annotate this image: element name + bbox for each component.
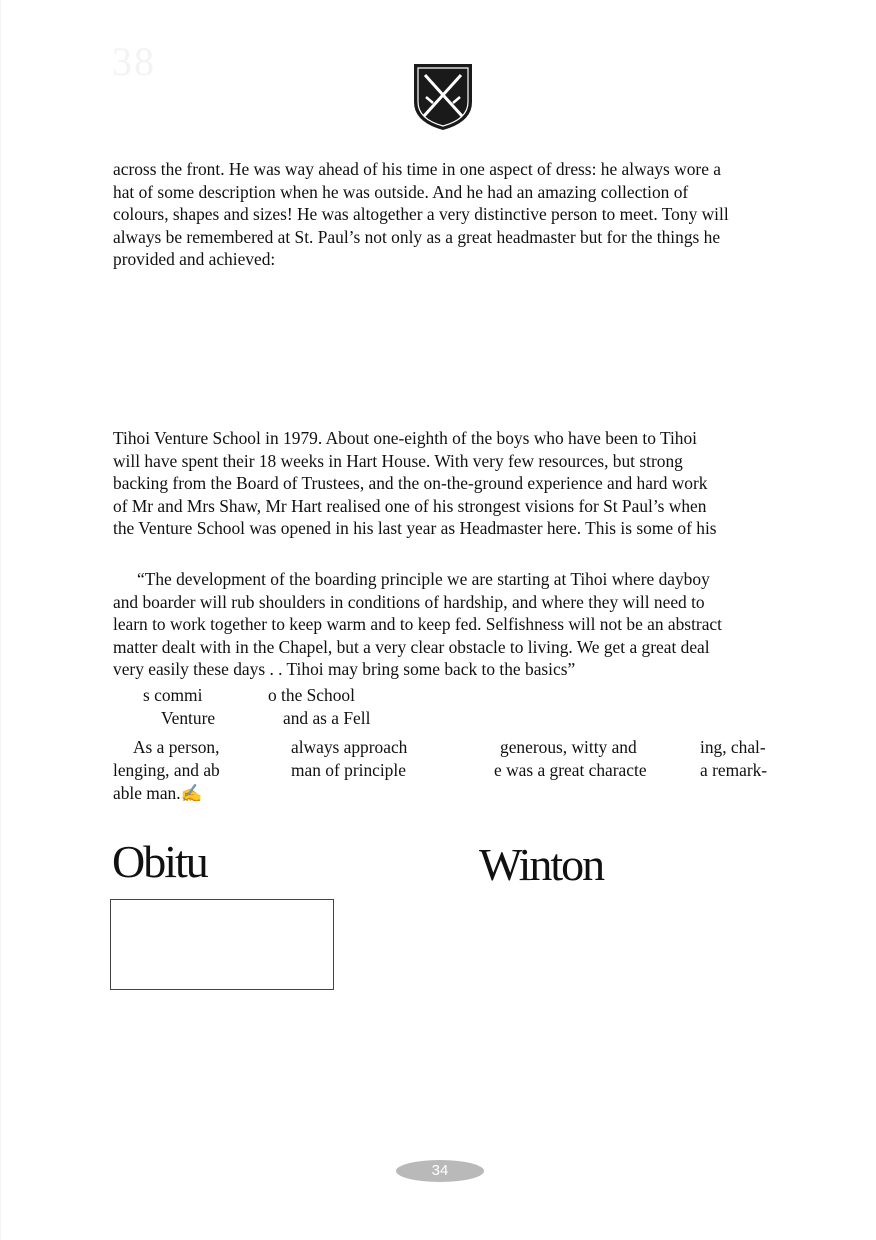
- text-fragment: ing, chal-: [700, 737, 766, 757]
- paragraph-2-line: the Venture School was opened in his last year as Headmaster here. This is some of his: [113, 518, 717, 539]
- text-fragment: As a person,: [133, 737, 220, 757]
- quote-line: matter dealt with in the Chapel, but a very clear obstacle to living. We get a great deal: [113, 636, 710, 657]
- text-fragment: able man.✍: [113, 783, 203, 803]
- paragraph-2-line: of Mr and Mrs Shaw, Mr Hart realised one of his strongest visions for St Paul’s when: [113, 495, 707, 516]
- paragraph-1: [113, 158, 775, 271]
- text-fragment: man of principle: [291, 760, 406, 780]
- crossed-swords-shield-icon: [412, 62, 474, 132]
- paragraph-2-line: Tihoi Venture School in 1979. About one-eighth of the boys who have been to Tihoi: [113, 428, 698, 448]
- heading-right: Winton: [479, 839, 604, 890]
- quote-line: learn to work together to keep warm and to keep fed. Selfishness will not be an abstract: [113, 614, 722, 635]
- page-edge-line: [0, 0, 1, 1240]
- photo-placeholder: [110, 899, 334, 990]
- text-fragment: a remark-: [700, 760, 768, 780]
- text-fragment: s commi: [143, 685, 203, 705]
- paragraph-1-line: provided and achieved:: [113, 249, 276, 270]
- quote-line: “The development of the boarding principle we are starting at Tihoi where dayboy: [137, 569, 710, 589]
- paragraph-1-line: always be remembered at St. Paul’s not only as a great headmaster but for the things he: [113, 226, 721, 247]
- page-number-badge: 34: [396, 1160, 484, 1182]
- text-fragment: generous, witty and: [500, 737, 637, 757]
- paragraph-1-line: across the front. He was way ahead of his time in one aspect of dress: he always wore a: [113, 159, 721, 179]
- quote-line: and boarder will rub shoulders in conditions of hardship, and where they will need to: [113, 591, 705, 612]
- paragraph-1-line: hat of some description when he was outside. And he had an amazing collection of: [113, 181, 689, 202]
- text-fragment: Venture: [161, 708, 216, 728]
- quote-block: [113, 568, 775, 681]
- paragraph-2: [113, 427, 775, 540]
- paragraph-2-line: will have spent their 18 weeks in Hart House. With very few resources, but strong: [113, 450, 683, 471]
- heading-left: Obitu: [112, 836, 207, 887]
- text-fragment: always approach: [291, 737, 408, 757]
- faint-header-page-number: 38: [112, 39, 156, 84]
- paragraph-1-line: colours, shapes and sizes! He was altogether a very distinctive person to meet. Tony will: [113, 204, 729, 225]
- text-fragment: o the School: [268, 685, 355, 705]
- text-fragment: lenging, and ab: [113, 760, 220, 780]
- quote-line: very easily these days . . Tihoi may bring some back to the basics”: [113, 659, 576, 680]
- paragraph-2-line: backing from the Board of Trustees, and the on-the-ground experience and hard work: [113, 473, 708, 494]
- text-fragment: e was a great characte: [494, 760, 647, 780]
- text-fragment: and as a Fell: [283, 708, 371, 728]
